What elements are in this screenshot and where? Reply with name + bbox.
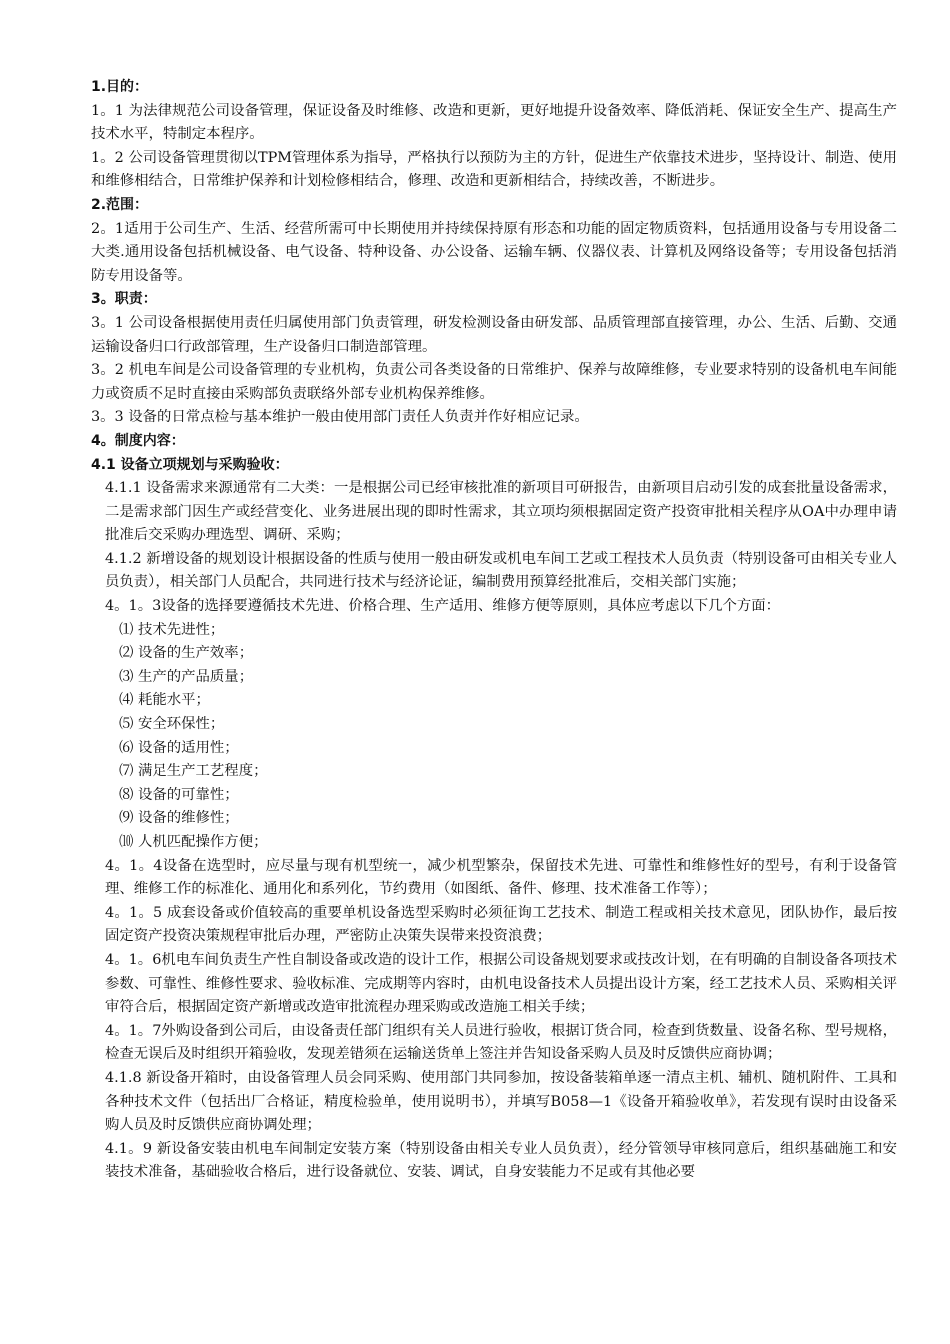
paragraph: 3。1 公司设备根据使用责任归属使用部门负责管理，研发检测设备由研发部、品质管理部直接管理，办公、生活、后勤、交通运输设备归口行政部管理，生产设备归口制造部管理。 [91, 314, 897, 355]
section-heading: 3。职责： [91, 291, 157, 308]
list-item: ⑺ 满足生产工艺程度； [119, 763, 268, 780]
document-body [91, 76, 897, 1185]
subsection-paragraph: 4.1.1 设备需求来源通常有二大类：一是根据公司已经审核批准的新项目可研报告，由新项目启动引发的成套批量设备需求，二是需求部门因生产或经营变化、业务进展出现的即时性需求，其立项均须根据固定资产投资审批相关程序从OA中办理申请批准后交采购办理选型、调研、采购； [105, 480, 897, 544]
paragraph: 1。1 为法律规范公司设备管理，保证设备及时维修、改造和更新，更好地提升设备效率、降低消耗、保证安全生产、提高生产技术水平，特制定本程序。 [91, 102, 897, 143]
list-item: ⑽ 人机匹配操作方便； [119, 834, 268, 850]
subsection-paragraph: 4.1。9 新设备安装由机电车间制定安装方案（特别设备由相关专业人员负责），经分管领导审核同意后，组织基础施工和安装技术准备，基础验收合格后，进行设备就位、安装、调试，自身安装能力不足或有其他必要 [105, 1140, 897, 1181]
subsection-paragraph: 4。1。4设备在选型时，应尽量与现有机型统一，减少机型繁杂，保留技术先进、可靠性和维修性好的型号，有利于设备管理、维修工作的标准化、通用化和系列化，节约费用（如图纸、备件、修理、技术准备工作等）； [105, 857, 897, 898]
section-heading: 4.1 设备立项规划与采购验收： [91, 456, 289, 473]
list-item: ⑸ 安全环保性； [119, 716, 225, 733]
subsection-paragraph: 4。1。5 成套设备或价值较高的重要单机设备选型采购时必须征询工艺技术、制造工程或相关技术意见，团队协作，最后按固定资产投资决策规程审批后办理，严密防止决策失误带来投资浪费； [105, 904, 897, 945]
subsection-paragraph: 4。1。6机电车间负责生产性自制设备或改造的设计工作，根据公司设备规划要求或技改计划，在有明确的自制设备各项技术参数、可靠性、维修性要求、验收标准、完成期等内容时，由机电设备技术人员提出设计方案，经工艺技术人员、采购相关评审符合后，根据固定资产新增或改造审批流程办理采购或改造施工相关手续； [105, 951, 897, 1016]
list-item: ⑴ 技术先进性； [119, 621, 225, 638]
section-heading: 1.目的： [91, 79, 149, 95]
paragraph: 2。1适用于公司生产、生活、经营所需可中长期使用并持续保持原有形态和功能的固定物质资料，包括通用设备与专用设备二大类.通用设备包括机械设备、电气设备、特种设备、办公设备、运输车辆、仪器仪表、计算机及网络设备等；专用设备包括消防专用设备等。 [91, 220, 897, 284]
list-item: ⑻ 设备的可靠性； [119, 786, 239, 803]
subsection-paragraph: 4.1.2 新增设备的规划设计根据设备的性质与使用一般由研发或机电车间工艺或工程技术人员负责（特别设备可由相关专业人员负责），相关部门人员配合，共同进行技术与经济论证，编制费用预算经批准后，交相关部门实施； [105, 550, 897, 591]
paragraph: 3。2 机电车间是公司设备管理的专业机构，负责公司各类设备的日常维护、保养与故障维修，专业要求特别的设备机电车间能力或资质不足时直接由采购部负责联络外部专业机构保养维修。 [91, 362, 897, 402]
subsection-paragraph: 4.1.8 新设备开箱时，由设备管理人员会同采购、使用部门共同参加，按设备装箱单逐一清点主机、辅机、随机附件、工具和各种技术文件（包括出厂合格证，精度检验单，使用说明书），并填写B058—1《设备开箱验收单》，若发现有误时由设备采购人员及时反馈供应商协调处理； [105, 1069, 897, 1134]
list-item: ⑷ 耗能水平； [119, 692, 210, 709]
list-item: ⑹ 设备的适用性； [119, 739, 239, 756]
section-heading: 2.范围： [91, 196, 149, 213]
section-heading: 4。制度内容： [91, 432, 185, 449]
paragraph: 1。2 公司设备管理贯彻以TPM管理体系为指导，严格执行以预防为主的方针，促进生产依靠技术进步，坚持设计、制造、使用和维修相结合，日常维护保养和计划检修相结合，修理、改造和更新相结合，持续改善，不断进步。 [91, 149, 897, 190]
list-item: ⑵ 设备的生产效率； [119, 645, 254, 662]
paragraph: 3。3 设备的日常点检与基本维护一般由使用部门责任人负责并作好相应记录。 [91, 409, 589, 426]
list-item: ⑼ 设备的维修性； [119, 810, 239, 827]
subsection-paragraph: 4。1。7外购设备到公司后，由设备责任部门组织有关人员进行验收，根据订货合同，检查到货数量、设备名称、型号规格，检查无误后及时组织开箱验收，发现差错须在运输送货单上签注并告知设备采购人员及时反馈供应商协调； [105, 1022, 897, 1063]
list-item: ⑶ 生产的产品质量； [119, 668, 254, 685]
subsection-paragraph: 4。1。3设备的选择要遵循技术先进、价格合理、生产适用、维修方便等原则，具体应考虑以下几个方面： [105, 598, 781, 615]
